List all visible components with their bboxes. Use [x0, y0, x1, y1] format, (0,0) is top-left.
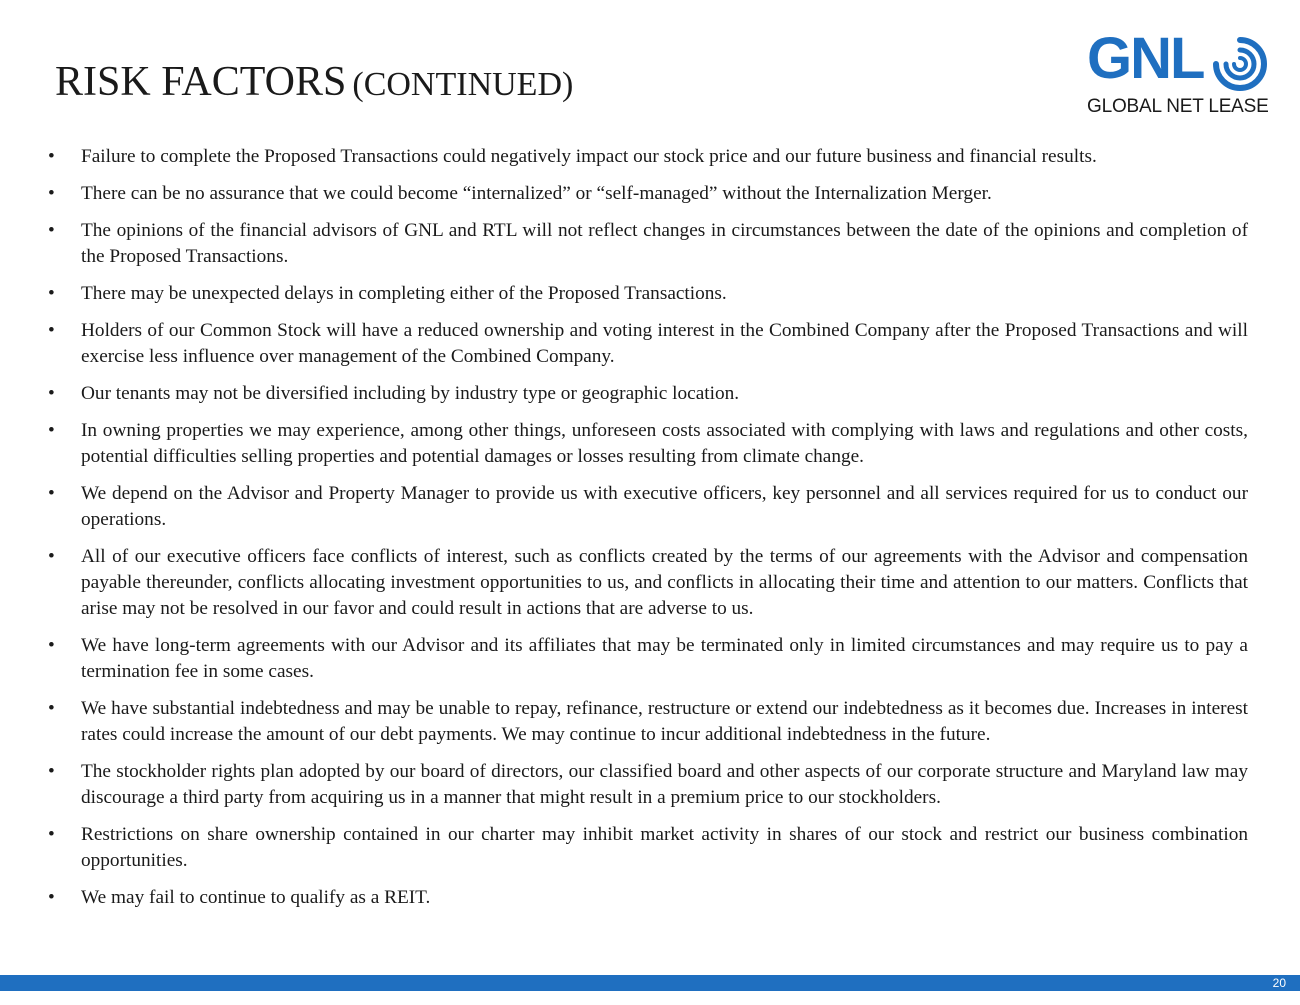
list-item-text: Holders of our Common Stock will have a reduced ownership and voting interest in the Combined Company after the Proposed Transactions and will exercise less influence over management of the Combined Company. [81, 320, 1248, 367]
list-item-text: Failure to complete the Proposed Transactions could negatively impact our stock price and our future business and financial results. [81, 146, 1097, 167]
list-item-text: We may fail to continue to qualify as a REIT. [81, 887, 431, 908]
risk-factor-list [48, 144, 1248, 922]
list-item [48, 218, 1248, 270]
bullet-icon: • [48, 383, 55, 404]
bullet-icon: • [48, 220, 55, 241]
list-item [48, 318, 1248, 370]
list-item [48, 481, 1248, 533]
list-item [48, 759, 1248, 811]
bullet-icon: • [48, 887, 55, 908]
logo-swirl-icon [1211, 36, 1269, 92]
list-item [48, 696, 1248, 748]
list-item [48, 544, 1248, 622]
bullet-icon: • [48, 320, 55, 341]
list-item [48, 281, 1248, 307]
list-item-text: The opinions of the financial advisors of GNL and RTL will not reflect changes in circumstances between the date of the opinions and completion of the Proposed Transactions. [81, 220, 1248, 267]
list-item-text: There can be no assurance that we could become “internalized” or “self-managed” without the Internalization Merger. [81, 183, 992, 204]
list-item-text: We have long-term agreements with our Advisor and its affiliates that may be terminated only in limited circumstances and may require us to pay a termination fee in some cases. [81, 635, 1248, 682]
list-item-text: Restrictions on share ownership contained in our charter may inhibit market activity in shares of our stock and restrict our business combination opportunities. [81, 824, 1248, 871]
logo-wordmark: GNL [1087, 26, 1204, 91]
list-item [48, 418, 1248, 470]
list-item-text: There may be unexpected delays in completing either of the Proposed Transactions. [81, 283, 727, 304]
list-item [48, 381, 1248, 407]
footer-bar [0, 975, 1300, 991]
list-item-text: We have substantial indebtedness and may be unable to repay, refinance, restructure or extend our indebtedness as it becomes due. Increases in interest rates could increase the amount of our debt payments. We may continue to incur additional indebtedness in the future. [81, 698, 1248, 745]
page-title-sub: (CONTINUED) [352, 66, 574, 103]
bullet-icon: • [48, 761, 55, 782]
list-item [48, 885, 1248, 911]
list-item [48, 144, 1248, 170]
bullet-icon: • [48, 483, 55, 504]
page-title-main: RISK FACTORS [55, 59, 347, 105]
bullet-icon: • [48, 146, 55, 167]
bullet-icon: • [48, 183, 55, 204]
list-item-text: We depend on the Advisor and Property Manager to provide us with executive officers, key personnel and all services required for us to conduct our operations. [81, 483, 1248, 530]
page-number: 20 [1272, 976, 1286, 990]
list-item-text: The stockholder rights plan adopted by our board of directors, our classified board and other aspects of our corporate structure and Maryland law may discourage a third party from acquiring us in a manner that might result in a premium price to our stockholders. [81, 761, 1248, 808]
list-item [48, 822, 1248, 874]
list-item-text: All of our executive officers face conflicts of interest, such as conflicts created by the terms of our agreements with the Advisor and compensation payable thereunder, conflicts allocating investment opportunities to us, and conflicts in allocating their time and attention to our matters. Conflicts that arise may not be resolved in our favor and could result in actions that are adverse to us. [81, 546, 1248, 619]
list-item [48, 181, 1248, 207]
bullet-icon: • [48, 635, 55, 656]
bullet-icon: • [48, 283, 55, 304]
gnl-logo [1085, 26, 1270, 122]
bullet-icon: • [48, 824, 55, 845]
bullet-icon: • [48, 698, 55, 719]
list-item-text: Our tenants may not be diversified including by industry type or geographic location. [81, 383, 740, 404]
bullet-icon: • [48, 420, 55, 441]
page-title [55, 58, 573, 106]
bullet-icon: • [48, 546, 55, 567]
list-item-text: In owning properties we may experience, among other things, unforeseen costs associated with complying with laws and regulations and other costs, potential difficulties selling properties and potential damages or losses resulting from climate change. [81, 420, 1248, 467]
list-item [48, 633, 1248, 685]
logo-tagline: GLOBAL NET LEASE [1087, 96, 1269, 117]
